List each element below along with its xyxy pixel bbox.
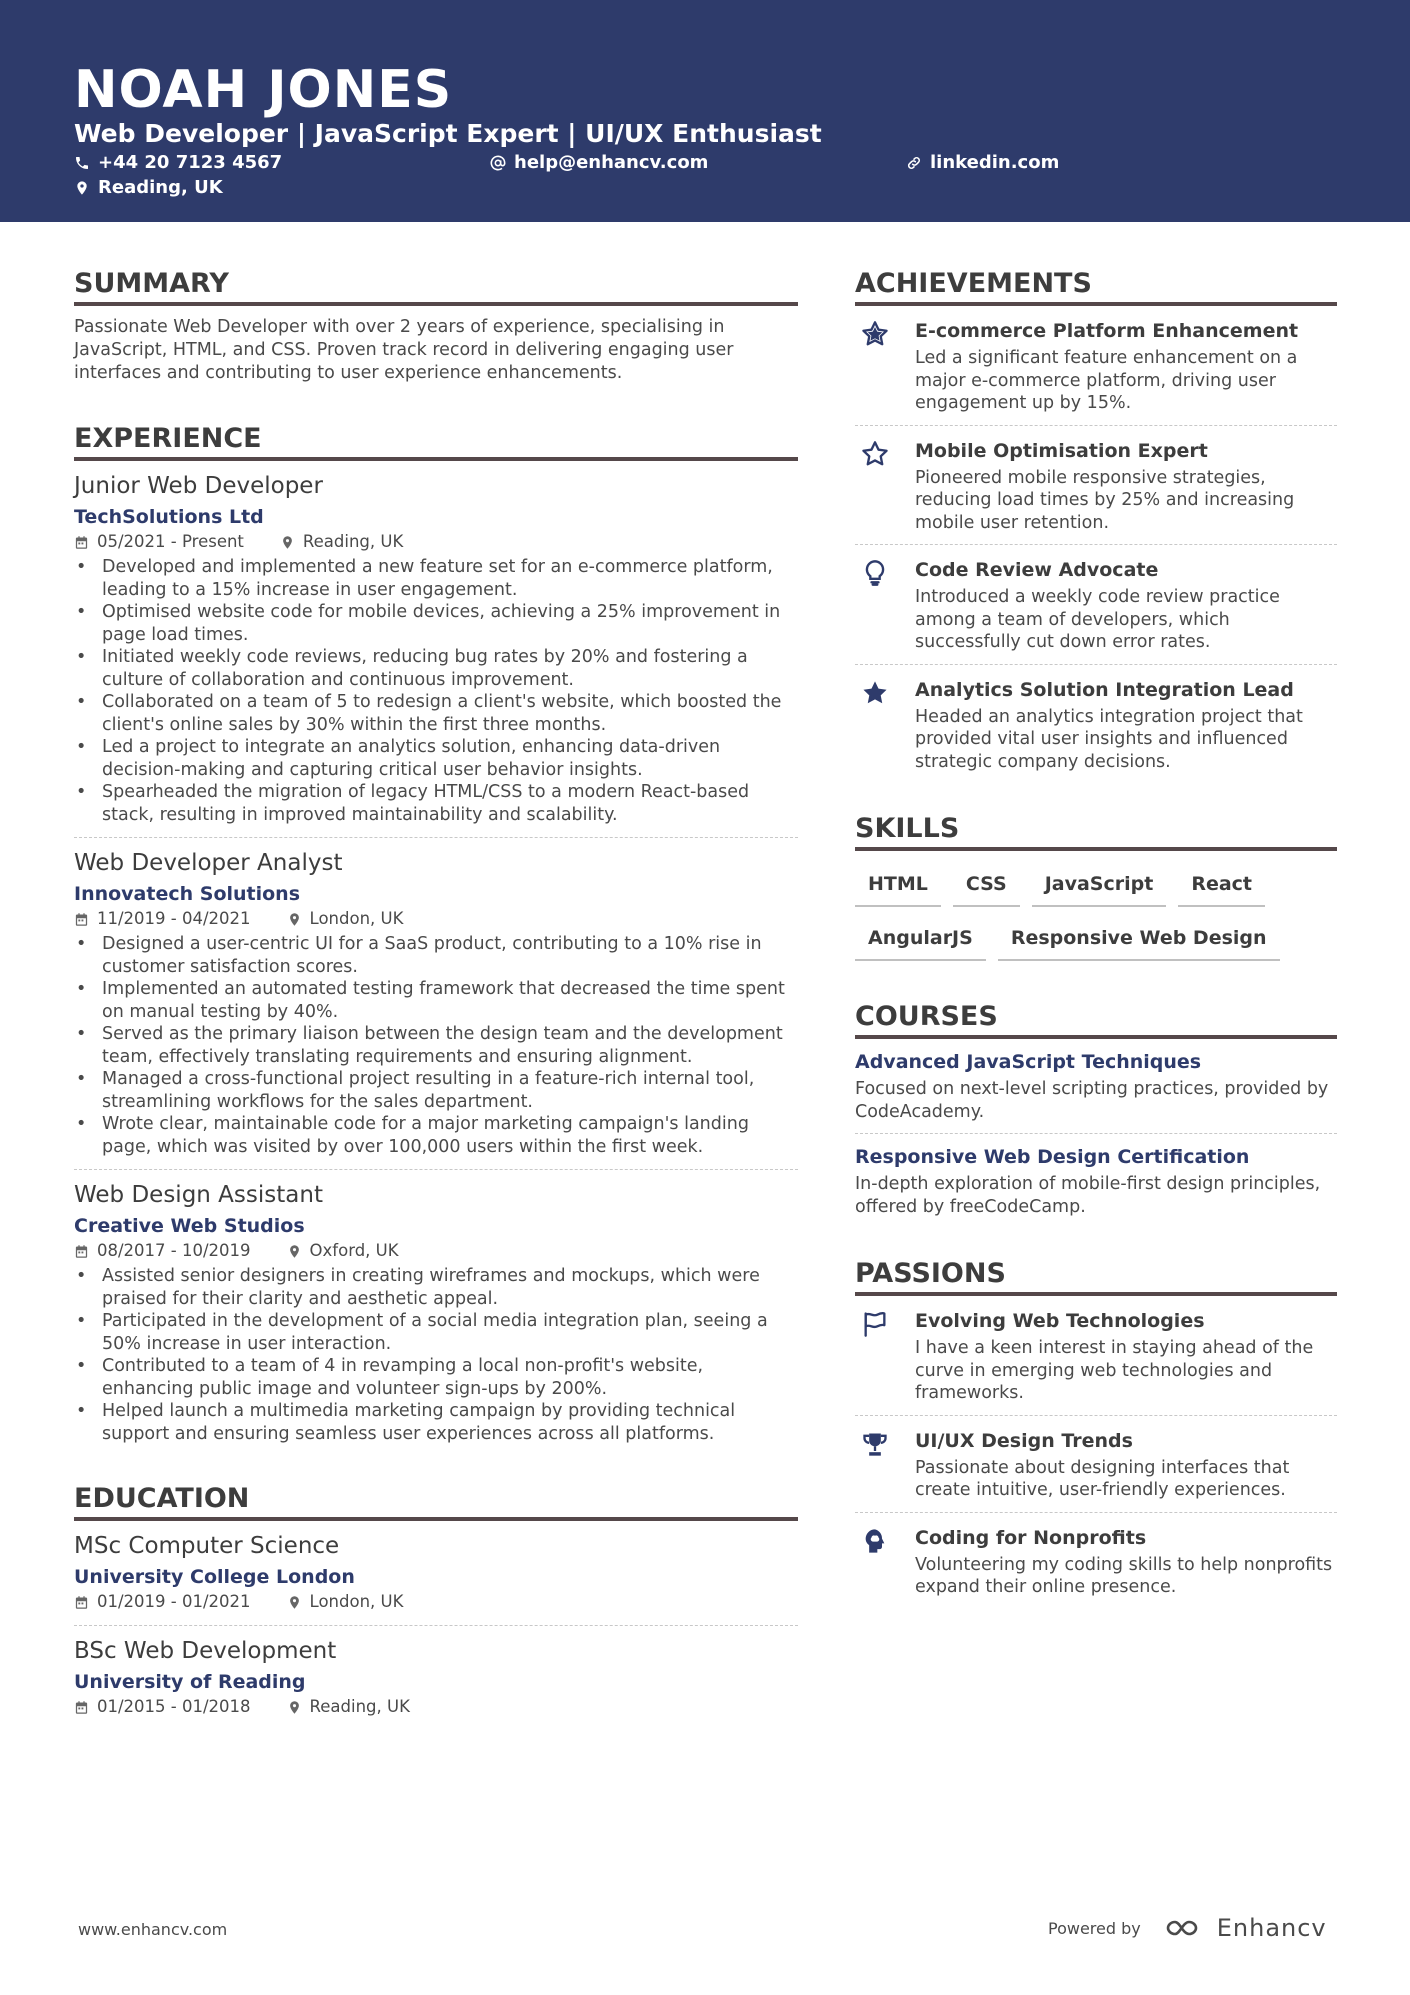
right-column xyxy=(855,268,1337,1599)
job-location: London, UK xyxy=(309,909,404,928)
passion-title: UI/UX Design Trends xyxy=(915,1429,1133,1452)
achievement-title: Code Review Advocate xyxy=(915,559,1159,581)
skill-tag: HTML xyxy=(855,869,941,907)
degree-title: MSc Computer Science xyxy=(74,1533,340,1559)
experience-entry xyxy=(74,1170,798,1445)
achievement-title: Mobile Optimisation Expert xyxy=(915,439,1208,462)
course-item xyxy=(855,1134,1337,1218)
calendar-icon xyxy=(74,1595,89,1610)
course-title: Responsive Web Design Certification xyxy=(855,1146,1250,1168)
star-filled-icon xyxy=(861,679,889,707)
achievement-item xyxy=(855,426,1337,546)
job-title: Web Design Assistant xyxy=(74,1182,323,1208)
footer-website[interactable]: www.enhancv.com xyxy=(78,1920,228,1939)
passion-title: Evolving Web Technologies xyxy=(915,1310,1205,1332)
passion-item xyxy=(855,1296,1337,1416)
passions-section xyxy=(855,1258,1337,1599)
email-contact[interactable] xyxy=(490,152,708,174)
achievement-item xyxy=(855,665,1337,774)
email-text[interactable]: help@enhancv.com xyxy=(514,152,709,173)
bullet-item: • Served as the primary liaison between the design team and the development team, effectively translating requirements and ensuring alignment. xyxy=(74,1023,798,1068)
course-title: Advanced JavaScript Techniques xyxy=(855,1051,1202,1073)
bullet-item: • Assisted senior designers in creating wireframes and mockups, which were praised for their clarity and aesthetic appeal. xyxy=(74,1265,798,1310)
achievement-text: Led a significant feature enhancement on a major e-commerce platform, driving user engagement up by 15%. xyxy=(915,348,1298,413)
calendar-icon xyxy=(74,912,89,927)
school-name: University of Reading xyxy=(74,1671,306,1693)
company-name: Creative Web Studios xyxy=(74,1215,305,1237)
phone-text: +44 20 7123 4567 xyxy=(98,152,283,173)
location-pin-icon xyxy=(287,912,302,927)
link-icon xyxy=(906,155,922,171)
education-heading: EDUCATION xyxy=(74,1483,798,1521)
location-pin-icon xyxy=(280,535,295,550)
passion-text: I have a keen interest in staying ahead of the curve in emerging web technologies and frameworks. xyxy=(915,1338,1314,1403)
bullet-item: • Spearheaded the migration of legacy HTML/CSS to a modern React-based stack, resulting in improved maintainability and scalability. xyxy=(74,781,798,826)
skills-heading: SKILLS xyxy=(855,813,1337,851)
location-pin-icon xyxy=(287,1700,302,1715)
achievements-heading: ACHIEVEMENTS xyxy=(855,268,1337,306)
degree-title: BSc Web Development xyxy=(74,1638,337,1664)
education-location: London, UK xyxy=(309,1592,404,1611)
courses-heading: COURSES xyxy=(855,1001,1337,1039)
job-meta xyxy=(74,907,798,931)
candidate-title: Web Developer | JavaScript Expert | UI/UX Enthusiast xyxy=(74,119,822,148)
achievement-text: Introduced a weekly code review practice among a team of developers, which successfully cut down error rates. xyxy=(915,587,1280,652)
achievement-text: Pioneered mobile responsive strategies, reducing load times by 25% and increasing mobile user retention. xyxy=(915,467,1295,533)
bullet-item: • Contributed to a team of 4 in revamping a local non-profit's website, enhancing public image and volunteer sign-ups by 200%. xyxy=(74,1355,798,1400)
footer-branding xyxy=(1048,1914,1327,1942)
education-dates: 01/2019 - 01/2021 xyxy=(97,1592,251,1611)
bullet-item: • Implemented an automated testing framework that decreased the time spent on manual testing by 40%. xyxy=(74,978,798,1023)
school-name: University College London xyxy=(74,1566,355,1588)
education-meta xyxy=(74,1695,798,1719)
bullet-item: • Developed and implemented a new feature set for an e-commerce platform, leading to a 15% increase in user engagement. xyxy=(74,556,798,601)
job-location: Oxford, UK xyxy=(309,1241,399,1260)
bullet-item: • Participated in the development of a social media integration plan, seeing a 50% increase in user interaction. xyxy=(74,1310,798,1355)
job-bullets xyxy=(74,933,798,1158)
skill-tag: React xyxy=(1178,869,1265,907)
job-dates: 11/2019 - 04/2021 xyxy=(97,909,251,928)
location-text: Reading, UK xyxy=(98,177,223,198)
phone-icon xyxy=(74,155,90,171)
experience-section xyxy=(74,423,798,1445)
education-location: Reading, UK xyxy=(309,1697,410,1716)
bullet-item: • Initiated weekly code reviews, reducing bug rates by 20% and fostering a culture of collaboration and continuous improvement. xyxy=(74,646,798,691)
infinity-logo-icon xyxy=(1163,1916,1209,1940)
course-text: Focused on next-level scripting practices, provided by CodeAcademy. xyxy=(855,1079,1329,1122)
achievements-section xyxy=(855,268,1337,773)
bullet-item: • Collaborated on a team of 5 to redesign a client's website, which boosted the client's online sales by 30% within the first three months. xyxy=(74,691,798,736)
bullet-item: • Managed a cross-functional project resulting in a feature-rich internal tool, streamlining workflows for the sales department. xyxy=(74,1068,798,1113)
passions-heading: PASSIONS xyxy=(855,1258,1337,1296)
job-title: Junior Web Developer xyxy=(74,473,323,499)
skills-list xyxy=(855,869,1337,961)
phone-contact xyxy=(74,152,282,174)
summary-text: Passionate Web Developer with over 2 years of experience, specialising in JavaScript, HTML, and CSS. Proven track record in delivering engaging user interfaces and contributing to user experience enhancements. xyxy=(74,317,734,383)
education-entry xyxy=(74,1626,798,1719)
job-meta xyxy=(74,530,798,554)
job-meta xyxy=(74,1239,798,1263)
course-text: In-depth exploration of mobile-first design principles, offered by freeCodeCamp. xyxy=(855,1174,1321,1217)
skill-tag: CSS xyxy=(953,869,1020,907)
location-pin-icon xyxy=(287,1244,302,1259)
job-title: Web Developer Analyst xyxy=(74,850,343,876)
company-name: Innovatech Solutions xyxy=(74,883,301,905)
job-dates: 08/2017 - 10/2019 xyxy=(97,1241,251,1260)
location-contact xyxy=(74,177,223,199)
job-bullets xyxy=(74,556,798,826)
job-dates: 05/2021 - Present xyxy=(97,532,244,551)
at-icon xyxy=(490,155,506,171)
achievement-item xyxy=(855,545,1337,665)
bullet-item: • Helped launch a multimedia marketing campaign by providing technical support and ensuring seamless user experiences across all platforms. xyxy=(74,1400,798,1445)
passion-title: Coding for Nonprofits xyxy=(915,1526,1147,1549)
skill-tag: JavaScript xyxy=(1032,869,1167,907)
left-column xyxy=(74,268,798,1719)
calendar-icon xyxy=(74,1244,89,1259)
summary-section xyxy=(74,268,798,385)
bullet-item: • Wrote clear, maintainable code for a major marketing campaign's landing page, which was visited by over 100,000 users within the first week. xyxy=(74,1113,798,1158)
courses-section xyxy=(855,1001,1337,1218)
passion-text: Volunteering my coding skills to help nonprofits expand their online presence. xyxy=(915,1554,1333,1597)
trophy-icon xyxy=(861,1430,889,1458)
resume-header xyxy=(0,0,1410,222)
course-item xyxy=(855,1039,1337,1134)
candidate-name: NOAH JONES xyxy=(74,60,453,120)
achievement-item xyxy=(855,306,1337,426)
bullet-item: • Designed a user-centric UI for a SaaS product, contributing to a 10% rise in customer satisfaction scores. xyxy=(74,933,798,978)
achievement-title: E-commerce Platform Enhancement xyxy=(915,320,1299,342)
location-pin-icon xyxy=(74,180,90,196)
experience-entry xyxy=(74,461,798,838)
calendar-icon xyxy=(74,535,89,550)
skills-section xyxy=(855,813,1337,961)
location-pin-icon xyxy=(287,1595,302,1610)
education-meta xyxy=(74,1590,798,1614)
summary-heading: SUMMARY xyxy=(74,268,798,306)
brand-name: Enhancv xyxy=(1216,1914,1327,1942)
job-location: Reading, UK xyxy=(302,532,404,551)
linkedin-contact[interactable] xyxy=(906,152,1059,174)
linkedin-text[interactable]: linkedin.com xyxy=(930,152,1060,173)
calendar-icon xyxy=(74,1700,89,1715)
bullet-item: • Led a project to integrate an analytics solution, enhancing data-driven decision-making and capturing critical user behavior insights. xyxy=(74,736,798,781)
powered-by-text: Powered by xyxy=(1048,1918,1141,1938)
flag-icon xyxy=(861,1310,889,1338)
star-outline-filled-icon xyxy=(861,320,889,348)
skill-tag: AngularJS xyxy=(855,923,986,961)
job-bullets xyxy=(74,1265,798,1445)
company-name: TechSolutions Ltd xyxy=(74,506,264,528)
education-entry xyxy=(74,1521,798,1626)
lightbulb-icon xyxy=(861,559,889,587)
bullet-item: • Optimised website code for mobile devices, achieving a 25% improvement in page load times. xyxy=(74,601,798,646)
achievement-title: Analytics Solution Integration Lead xyxy=(915,678,1294,701)
experience-entry xyxy=(74,838,798,1170)
passion-item xyxy=(855,1416,1337,1513)
head-brain-icon xyxy=(861,1527,889,1555)
brand-logo xyxy=(1163,1914,1327,1942)
education-section xyxy=(74,1483,798,1719)
passion-text: Passionate about designing interfaces that create intuitive, user-friendly experiences. xyxy=(915,1457,1290,1500)
achievement-text: Headed an analytics integration project that provided vital user insights and influenced strategic company decisions. xyxy=(915,706,1303,772)
experience-heading: EXPERIENCE xyxy=(74,423,798,461)
education-dates: 01/2015 - 01/2018 xyxy=(97,1697,251,1716)
star-outline-icon xyxy=(861,440,889,468)
skill-tag: Responsive Web Design xyxy=(998,923,1280,961)
passion-item xyxy=(855,1513,1337,1599)
